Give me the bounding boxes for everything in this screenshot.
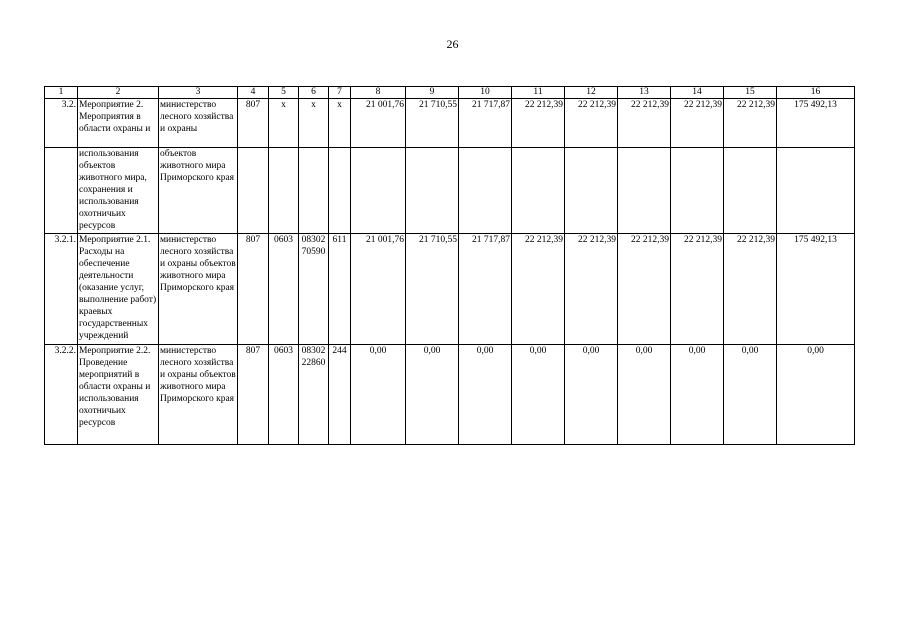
activity-name-cell: Мероприятие 2. Мероприятия в области охраны и [78,99,159,148]
empty-cell [269,148,299,234]
amount-cell: 0,00 [351,345,406,445]
amount-cell: 22 212,39 [565,234,618,345]
table-row [45,345,855,445]
row-number-cell [45,148,78,234]
header-cell: 10 [459,87,512,99]
header-cell: 1 [45,87,78,99]
amount-cell: 22 212,39 [618,99,671,148]
amount-cell: 0,00 [459,345,512,445]
header-cell: 16 [777,87,855,99]
empty-cell [671,148,724,234]
empty-cell [299,148,329,234]
row-number-cell: 3.2. [45,99,78,148]
activity-name-cell: Мероприятие 2.1. Расходы на обеспечение деятельности (оказание услуг, выполнение работ) краевых государственных учреждений [78,234,159,345]
code-cell: 244 [329,345,351,445]
executor-cell: министерство лесного хозяйства и охраны [159,99,238,148]
empty-cell [565,148,618,234]
amount-cell: 22 212,39 [724,99,777,148]
code-cell: х [329,99,351,148]
header-cell: 13 [618,87,671,99]
header-cell: 7 [329,87,351,99]
code-cell: х [269,99,299,148]
empty-cell [406,148,459,234]
amount-cell: 22 212,39 [671,99,724,148]
code-cell: 0603 [269,345,299,445]
executor-cell: министерство лесного хозяйства и охраны объектов животного мира Приморского края [159,234,238,345]
executor-cell: объектов животного мира Приморского края [159,148,238,234]
amount-cell: 22 212,39 [724,234,777,345]
table-row [45,148,855,234]
amount-cell: 0,00 [724,345,777,445]
code-cell: 08302 70590 [299,234,329,345]
header-cell: 3 [159,87,238,99]
amount-cell: 0,00 [618,345,671,445]
header-cell: 8 [351,87,406,99]
amount-cell: 0,00 [512,345,565,445]
code-cell: 807 [238,99,269,148]
empty-cell [512,148,565,234]
executor-cell: министерство лесного хозяйства и охраны объектов животного мира Приморского края [159,345,238,445]
header-cell: 15 [724,87,777,99]
empty-cell [351,148,406,234]
empty-cell [238,148,269,234]
code-cell: х [299,99,329,148]
code-cell: 611 [329,234,351,345]
row-number-cell: 3.2.2. [45,345,78,445]
page-number: 26 [446,37,459,51]
header-cell: 5 [269,87,299,99]
amount-cell: 0,00 [565,345,618,445]
code-cell: 0603 [269,234,299,345]
row-number-cell: 3.2.1. [45,234,78,345]
activity-name-cell: использования объектов животного мира, сохранения и использования охотничьих ресурсов [78,148,159,234]
code-cell: 08302 22860 [299,345,329,445]
header-cell: 14 [671,87,724,99]
amount-cell: 22 212,39 [565,99,618,148]
empty-cell [724,148,777,234]
amount-cell: 22 212,39 [512,99,565,148]
empty-cell [777,148,855,234]
table-row [45,99,855,148]
amount-cell: 0,00 [406,345,459,445]
amount-cell: 21 001,76 [351,99,406,148]
empty-cell [329,148,351,234]
amount-cell: 21 717,87 [459,234,512,345]
amount-cell: 0,00 [671,345,724,445]
amount-cell: 21 001,76 [351,234,406,345]
activity-name-cell: Мероприятие 2.2. Проведение мероприятий в области охраны и использования охотничьих ресурсов [78,345,159,445]
header-cell: 12 [565,87,618,99]
amount-cell: 22 212,39 [671,234,724,345]
code-cell: 807 [238,234,269,345]
header-cell: 9 [406,87,459,99]
budget-table [44,86,855,445]
total-cell: 0,00 [777,345,855,445]
amount-cell: 22 212,39 [618,234,671,345]
code-cell: 807 [238,345,269,445]
total-cell: 175 492,13 [777,234,855,345]
amount-cell: 21 717,87 [459,99,512,148]
table-row [45,234,855,345]
amount-cell: 22 212,39 [512,234,565,345]
table-header-row [45,87,855,99]
empty-cell [618,148,671,234]
amount-cell: 21 710,55 [406,234,459,345]
total-cell: 175 492,13 [777,99,855,148]
header-cell: 2 [78,87,159,99]
empty-cell [459,148,512,234]
header-cell: 11 [512,87,565,99]
header-cell: 6 [299,87,329,99]
amount-cell: 21 710,55 [406,99,459,148]
header-cell: 4 [238,87,269,99]
